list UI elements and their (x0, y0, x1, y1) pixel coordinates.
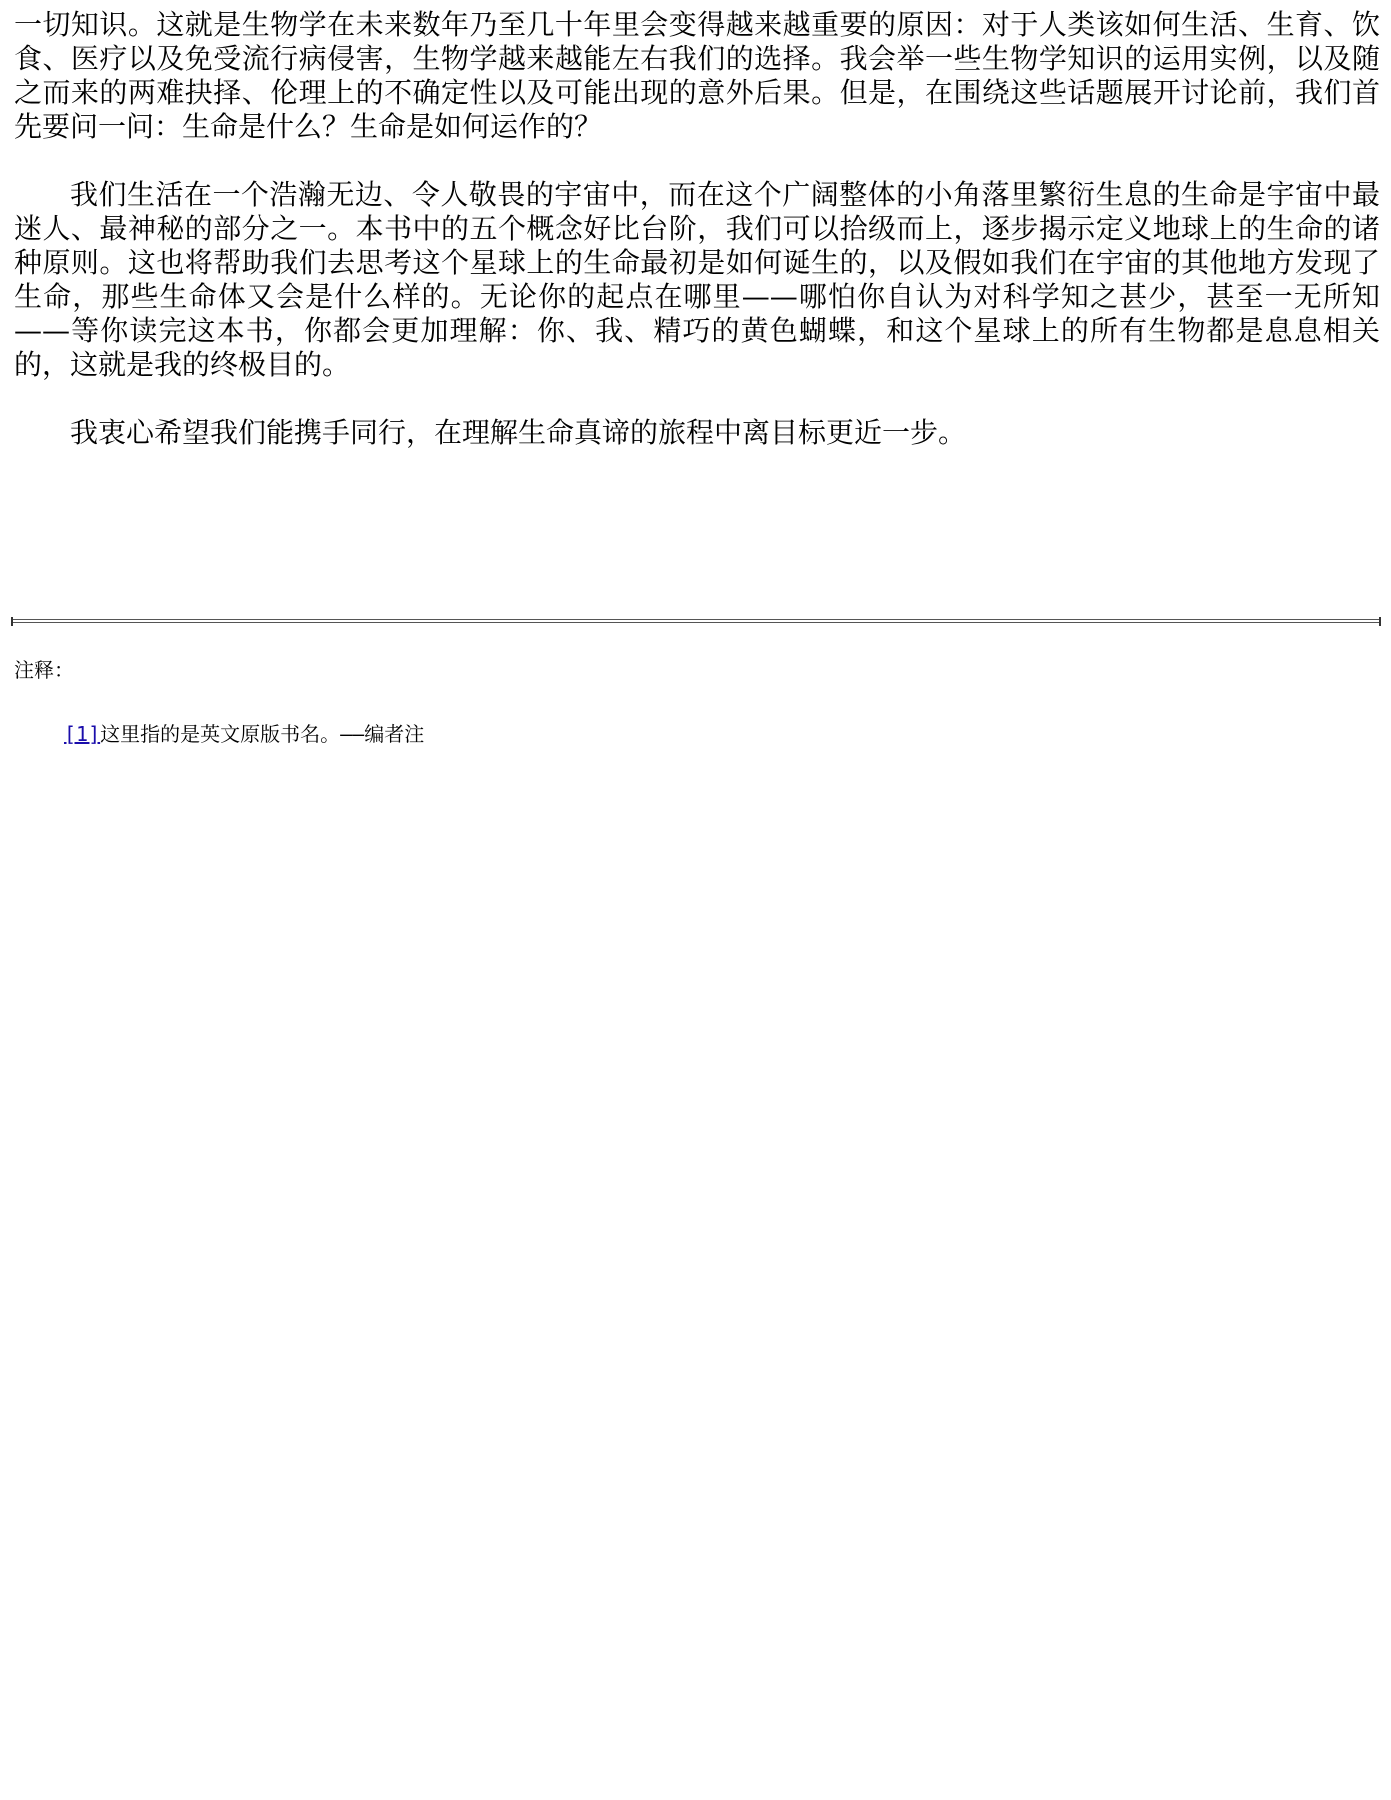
footnote-text: 这里指的是英文原版书名。——编者注 (100, 722, 425, 746)
paragraph-2: 我们生活在一个浩瀚无边、令人敬畏的宇宙中，而在这个广阔整体的小角落里繁衍生息的生命是宇宙中最迷人、最神秘的部分之一。本书中的五个概念好比台阶，我们可以拾级而上，逐步揭示定义地球上的生命的诸种原则。这也将帮助我们去思考这个星球上的生命最初是如何诞生的，以及假如我们在宇宙的其他地方发现了生命，那些生命体又会是什么样的。无论你的起点在哪里——哪怕你自认为对科学知之甚少，甚至一无所知——等你读完这本书，你都会更加理解：你、我、精巧的黄色蝴蝶，和这个星球上的所有生物都是息息相关的，这就是我的终极目的。 (14, 178, 1380, 381)
main-text (14, 0, 1380, 484)
footnotes-section (14, 656, 1380, 748)
paragraph-1: 一切知识。这就是生物学在未来数年乃至几十年里会变得越来越重要的原因：对于人类该如何生活、生育、饮食、医疗以及免受流行病侵害，生物学越来越能左右我们的选择。我会举一些生物学知识的运用实例，以及随之而来的两难抉择、伦理上的不确定性以及可能出现的意外后果。但是，在围绕这些话题展开讨论前，我们首先要问一问：生命是什么？生命是如何运作的？ (14, 8, 1380, 143)
footnote-ref-link[interactable]: [1] (64, 722, 101, 746)
paragraph-3: 我衷心希望我们能携手同行，在理解生命真谛的旅程中离目标更近一步。 (70, 416, 967, 449)
footnote-item (64, 720, 1380, 748)
section-divider (11, 619, 1381, 623)
footnotes-title: 注释： (14, 658, 74, 682)
